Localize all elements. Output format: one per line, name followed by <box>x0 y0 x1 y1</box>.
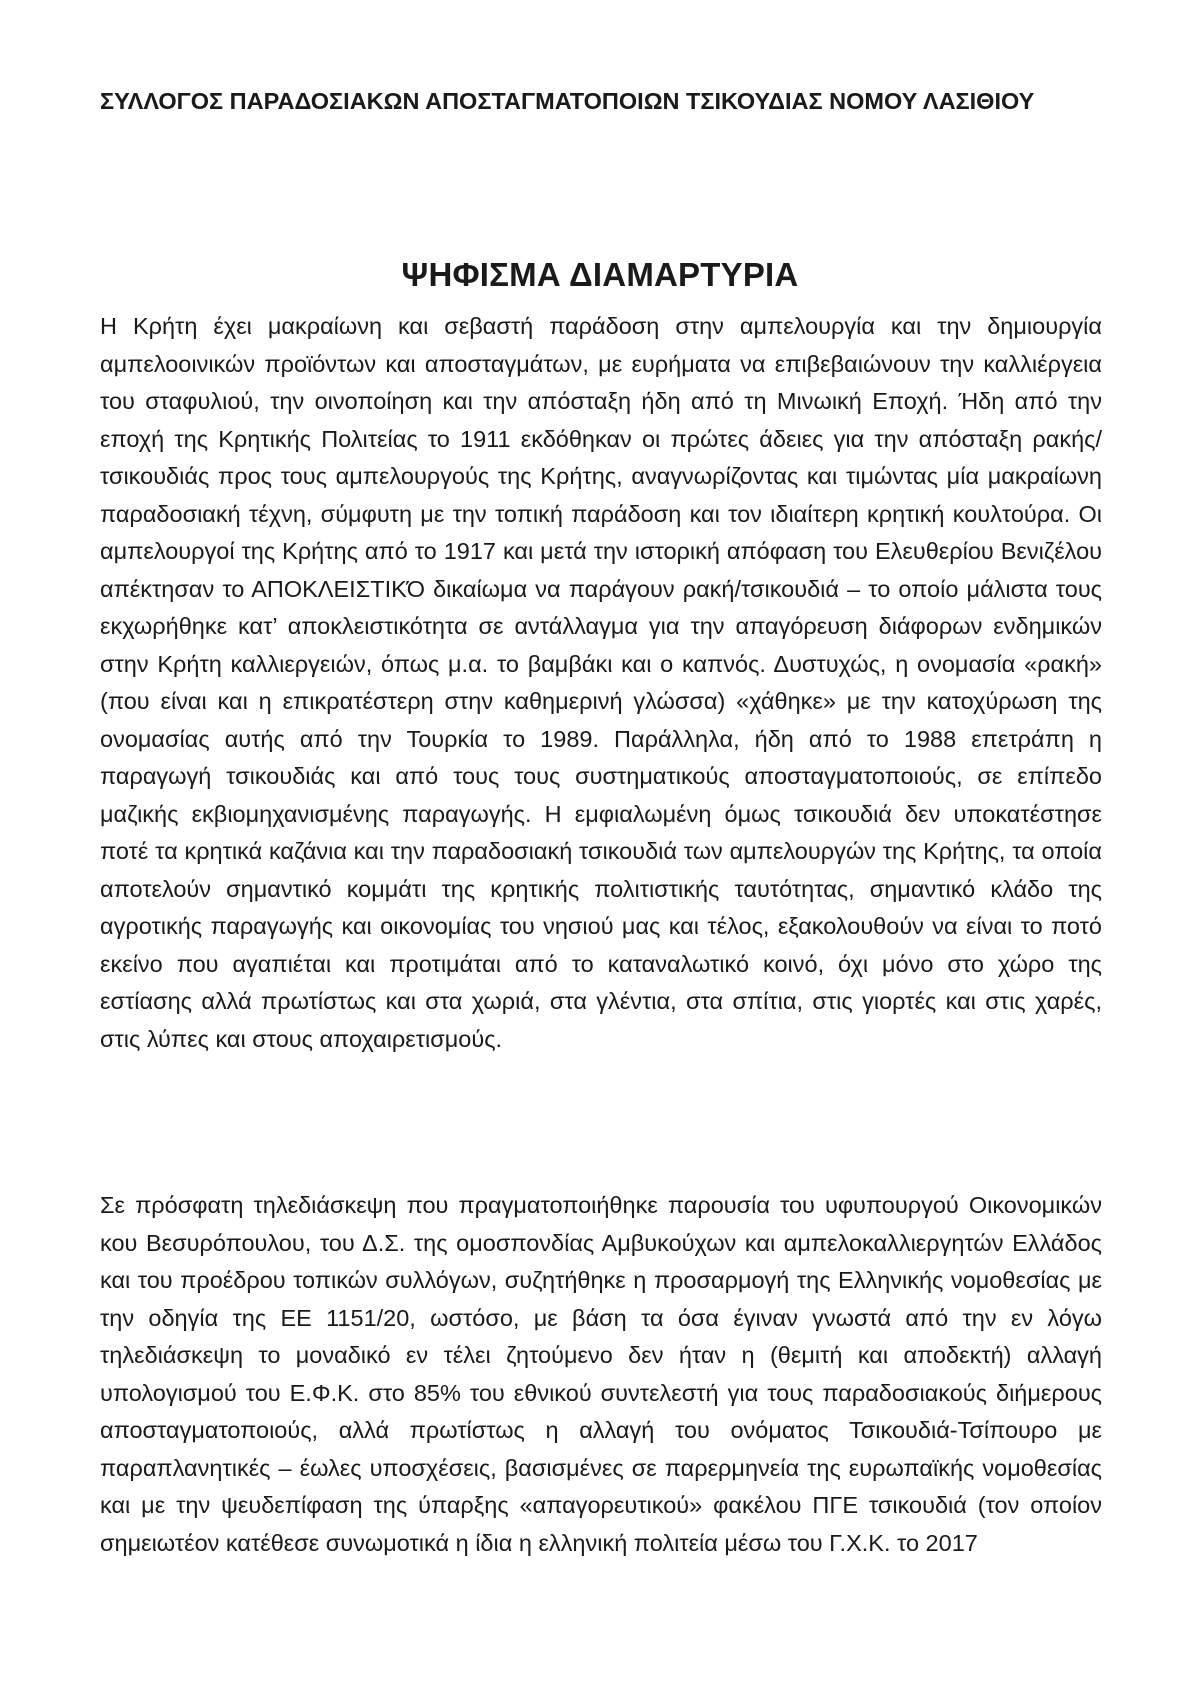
body-paragraph-1: Η Κρήτη έχει μακραίωνη και σεβαστή παράδοση στην αμπελουργία και την δημιουργία αμπελοοινικών προϊόντων και αποσταγμάτων, με ευρήματα να επιβεβαιώνουν την καλλιέργεια του σταφυλιού, την οινοποίηση και την απόσταξη ήδη από τη Μινωική Εποχή. Ήδη από την εποχή της Κρητικής Πολιτείας το 1911 εκδόθηκαν οι πρώτες άδειες για την απόσταξη ρακής/τσικουδιάς προς τους αμπελουργούς της Κρήτης, αναγνωρίζοντας και τιμώντας μία μακραίωνη παραδοσιακή τέχνη, σύμφυτη με την τοπική παράδοση και τον ιδιαίτερη κρητική κουλτούρα. Οι αμπελουργοί της Κρήτης από το 1917 και μετά την ιστορική απόφαση του Ελευθερίου Βενιζέλου απέκτησαν το ΑΠΟΚΛΕΙΣΤΙΚΌ δικαίωμα να παράγουν ρακή/τσικουδιά – το οποίο μάλιστα τους εκχωρήθηκε κατ’ αποκλειστικότητα σε αντάλλαγμα για την απαγόρευση διάφορων ενδημικών στην Κρήτη καλλιεργειών, όπως μ.α. το βαμβάκι και ο καπνός. Δυστυχώς, η ονομασία «ρακή» (που είναι και η επικρατέστερη στην καθημερινή γλώσσα) «χάθηκε» με την κατοχύρωση της ονομασίας αυτής από την Τουρκία το 1989. Παράλληλα, ήδη από το 1988 επετράπη η παραγωγή τσικουδιάς και από τους τους συστηματικούς αποσταγματοποιούς, σε επίπεδο μαζικής εκβιομηχανισμένης παραγωγής. Η εμφιαλωμένη όμως τσικουδιά δεν υποκατέστησε ποτέ τα κρητικά καζάνια και την παραδοσιακή τσικουδιά των αμπελουργών της Κρήτης, τα οποία αποτελούν σημαντικό κομμάτι της κρητικής πολιτιστικής ταυτότητας, σημαντικό κλάδο της αγροτικής παραγωγής και οικονομίας του νησιού μας και τέλος, εξακολουθούν να είναι το ποτό εκείνο που αγαπιέται και προτιμάται από το καταναλωτικό κοινό, όχι μόνο στο χώρο της εστίασης αλλά πρωτίστως και στα χωριά, στα γλέντια, στα σπίτια, στις γιορτές και στις χαρές, στις λύπες και στους αποχαιρετισμούς. <box>100 313 1102 1052</box>
document-title: ΨΗΦΙΣΜΑ ΔΙΑΜΑΡΤΥΡΙΑ <box>401 256 799 293</box>
organization-header: ΣΥΛΛΟΓΟΣ ΠΑΡΑΔΟΣΙΑΚΩΝ ΑΠΟΣΤΑΓΜΑΤΟΠΟΙΩΝ ΤΣΙΚΟΥΔΙΑΣ ΝΟΜΟΥ ΛΑΣΙΘΙΟΥ <box>100 88 1035 114</box>
body-paragraph-2: Σε πρόσφατη τηλεδιάσκεψη που πραγματοποιήθηκε παρουσία του υφυπουργού Οικονομικών κου Βεσυρόπουλου, του Δ.Σ. της ομοσπονδίας Αμβυκούχων και αμπελοκαλλιεργητών Ελλάδος και του προέδρου τοπικών συλλόγων, συζητήθηκε η προσαρμογή της Ελληνικής νομοθεσίας με την οδηγία της ΕΕ 1151/20, ωστόσο, με βάση τα όσα έγιναν γνωστά από την εν λόγω τηλεδιάσκεψη το μοναδικό εν τέλει ζητούμενο δεν ήταν η (θεμιτή και αποδεκτή) αλλαγή υπολογισμού του Ε.Φ.Κ. στο 85% του εθνικού συντελεστή για τους παραδοσιακούς διήμερους αποσταγματοποιούς, αλλά πρωτίστως η αλλαγή του ονόματος Τσικουδιά-Τσίπουρο με παραπλανητικές – έωλες υποσχέσεις, βασισμένες σε παρερμηνεία της ευρωπαϊκής νομοθεσίας και με την ψευδεπίφαση της ύπαρξης «απαγορευτικού» φακέλου ΠΓΕ τσικουδιά (τον οποίον σημειωτέον κατέθεσε συνωμοτικά η ίδια η ελληνική πολιτεία μέσω του Γ.Χ.Κ. το 2017 <box>100 1192 1102 1556</box>
